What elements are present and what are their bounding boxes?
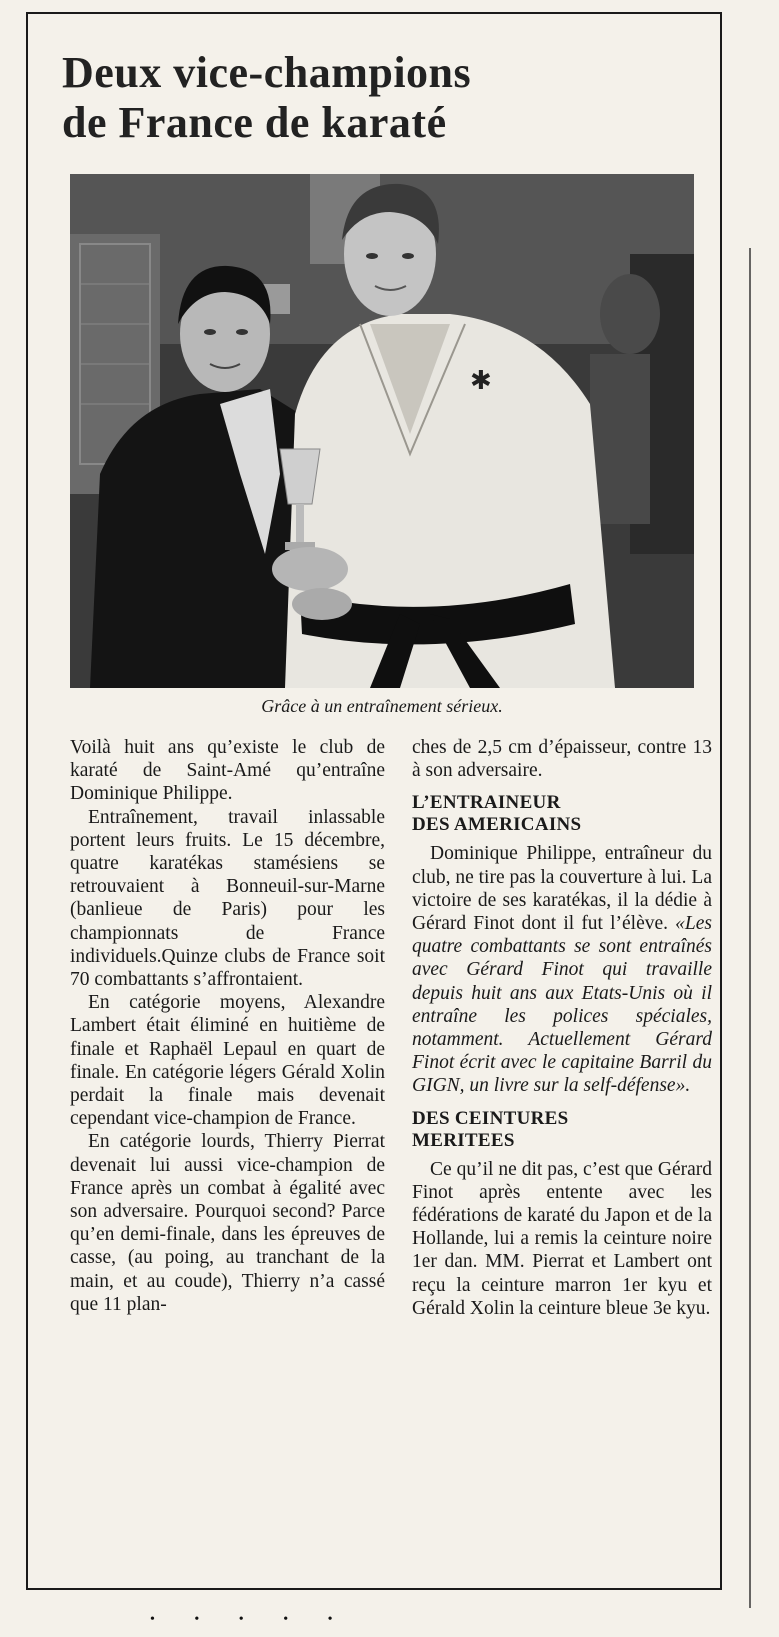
paragraph-entraineur-text: Dominique Philippe, entraîneur du club, ne tire pas la couverture à lui. La victoire de ses karatékas, il la dédie à Gérard Finot dont il fut l’élève.: [412, 843, 712, 935]
subhead-entraineur-line-2: DES AMERICAINS: [412, 814, 582, 836]
scan-specks: • • • • •: [150, 1612, 351, 1627]
subhead-ceintures-line-1: DES CEINTURES: [412, 1107, 569, 1129]
column-rule: [749, 248, 751, 1608]
svg-text:✱: ✱: [470, 366, 492, 396]
article-column-right: [412, 736, 712, 1320]
paragraph-results-lourds: En catégorie lourds, Thierry Pierrat devenait lui aussi vice-champion de France après un combat à égalité avec son adversaire. Pourquoi second? Parce qu’en demi-finale, dans les épreuves de casse, (au poing, au tranchant de la main, et au coude), Thierry n’a cassé que 11 plan-: [70, 1131, 385, 1315]
subhead-entraineur: [412, 792, 712, 836]
subhead-ceintures: [412, 1108, 712, 1152]
article-headline: [62, 48, 682, 148]
photo-illustration: [70, 174, 694, 688]
paragraph-intro: Voilà huit ans qu’existe le club de karaté de Saint-Amé qu’entraîne Dominique Philippe.: [70, 737, 385, 805]
photo-caption: Grâce à un entraînement sérieux.: [261, 696, 503, 716]
paragraph-entraineur: [412, 842, 712, 1097]
quote-finot: «Les quatre combattants se sont entraînés avec Gérard Finot qui travaille depuis huit ans aux Etats-Unis où il entraîne les polices spéciales, notamment. Actuellement Gérard Finot écrit avec le capitaine Barril du GIGN, un livre sur la self-défense».: [412, 913, 712, 1097]
subhead-entraineur-line-1: L’ENTRAINEUR: [412, 792, 561, 814]
paragraph-results-moyens: En catégorie moyens, Alexandre Lambert était éliminé en huitième de finale et Raphaël Lepaul en quart de finale. En catégorie légers Gérald Xolin perdait la finale mais devenait cependant vice-champion de France.: [70, 992, 385, 1130]
article-column-left: [70, 736, 385, 1316]
article-photo: [70, 174, 694, 688]
subhead-ceintures-line-2: MERITEES: [412, 1129, 515, 1151]
paragraph-ceintures: Ce qu’il ne dit pas, c’est que Gérard Finot après entente avec les fédérations de karaté du Japon et de la Hollande, lui a remis la ceinture noire 1er dan. MM. Pierrat et Lambert ont reçu la ceinture marron 1er kyu et Gérald Xolin la ceinture bleue 3e kyu.: [412, 1158, 712, 1319]
paragraph-championships: Entraînement, travail inlassable portent leurs fruits. Le 15 décembre, quatre karatékas stamésiens se retrouvaient à Bonneuil-sur-Marne (banlieue de Paris) pour les championnats de France individuels.Quinze clubs de France soit 70 combattants s’affrontaient.: [70, 806, 385, 991]
paragraph-continuation: ches de 2,5 cm d’épaisseur, contre 13 à son adversaire.: [412, 737, 712, 782]
headline-line-2: de France de karaté: [62, 98, 447, 147]
headline-line-1: Deux vice-champions: [62, 48, 472, 97]
